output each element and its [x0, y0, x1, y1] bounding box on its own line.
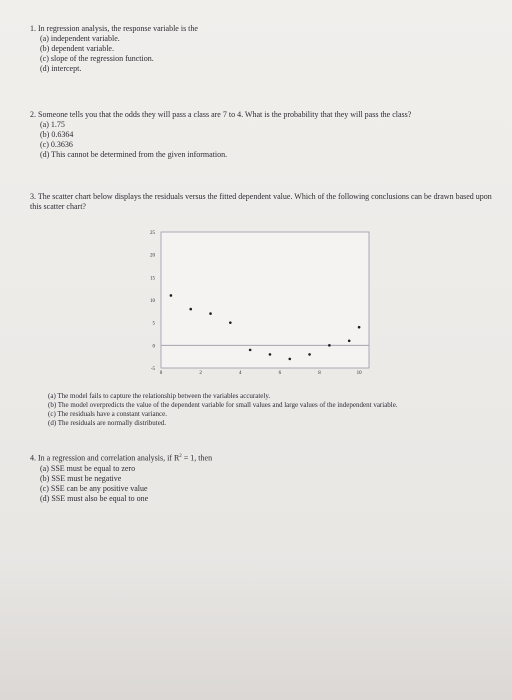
question-4 — [30, 452, 212, 504]
question-4-stem-prefix: 4. In a regression and correlation analysis, if R — [30, 453, 180, 463]
y-tick-label: 15 — [150, 276, 155, 282]
scatter-point — [358, 326, 361, 329]
question-1-option-b: (b) dependent variable. — [40, 44, 114, 53]
scatter-point — [249, 349, 252, 352]
y-tick-label: 10 — [150, 299, 155, 304]
question-4-option-d: (d) SSE must also be equal to one — [40, 493, 149, 503]
x-tick-label: 8 — [318, 371, 321, 376]
question-3-stem: 3. The scatter chart below displays the residuals versus the fitted dependent value. Which of the following conclusions can be drawn based upon this scatter chart? — [30, 192, 492, 211]
scatter-point — [189, 308, 192, 311]
question-3-options — [48, 392, 398, 428]
question-1-option-d: (d) intercept. — [40, 64, 82, 73]
scatter-point — [328, 344, 331, 347]
question-4-option-a: (a) SSE must be equal to zero — [40, 463, 136, 473]
y-tick-label: 25 — [150, 231, 155, 236]
question-2-option-d: (d) This cannot be determined from the given information. — [40, 150, 228, 159]
question-4-stem-suffix: = 1, then — [181, 453, 213, 463]
question-3-option-a: (a) The model fails to capture the relationship between the variables accurately. — [48, 392, 271, 400]
x-tick-label: 4 — [238, 371, 242, 376]
question-3-option-d: (d) The residuals are normally distributed. — [48, 419, 167, 427]
scatter-point — [209, 312, 212, 315]
question-4-option-b: (b) SSE must be negative — [40, 473, 122, 483]
question-3 — [30, 192, 500, 212]
y-tick-label: 0 — [152, 344, 155, 350]
y-tick-label: 20 — [150, 253, 155, 259]
question-4-option-c: (c) SSE can be any positive value — [40, 483, 148, 493]
question-1-stem: 1. In regression analysis, the response variable is the — [30, 24, 198, 33]
question-1 — [30, 24, 198, 74]
x-tick-label: 10 — [356, 371, 362, 376]
question-4-stem — [30, 452, 212, 464]
x-tick-label: 0 — [159, 371, 163, 376]
scatter-point — [348, 340, 351, 343]
question-3-option-b: (b) The model overpredicts the value of the dependent variable for small values and large values of the independent variable. — [48, 401, 398, 409]
scatter-point — [269, 353, 272, 356]
question-3-option-c: (c) The residuals have a constant variance. — [48, 410, 168, 418]
x-tick-label: 2 — [199, 371, 202, 376]
chart-frame — [161, 232, 369, 368]
question-2-option-c: (c) 0.3636 — [40, 140, 73, 149]
scatter-point — [229, 321, 232, 324]
question-2-stem: 2. Someone tells you that the odds they will pass a class are 7 to 4. What is the probability that they will pass the class? — [30, 110, 412, 119]
question-4-stem-superscript: 2 — [179, 454, 182, 459]
question-1-option-c: (c) slope of the regression function. — [40, 54, 154, 63]
scatter-point — [288, 358, 291, 361]
y-tick-label: -5 — [150, 367, 155, 372]
x-tick-label: 6 — [278, 371, 282, 376]
scatter-point — [170, 294, 173, 297]
page-shadow — [0, 560, 512, 700]
y-tick-label: 5 — [152, 321, 155, 327]
question-1-option-a: (a) independent variable. — [40, 34, 120, 43]
question-2 — [30, 110, 411, 160]
residual-scatter-chart — [135, 226, 375, 376]
question-2-option-a: (a) 1.75 — [40, 120, 65, 129]
question-2-option-b: (b) 0.6364 — [40, 130, 74, 139]
scatter-point — [308, 353, 311, 356]
